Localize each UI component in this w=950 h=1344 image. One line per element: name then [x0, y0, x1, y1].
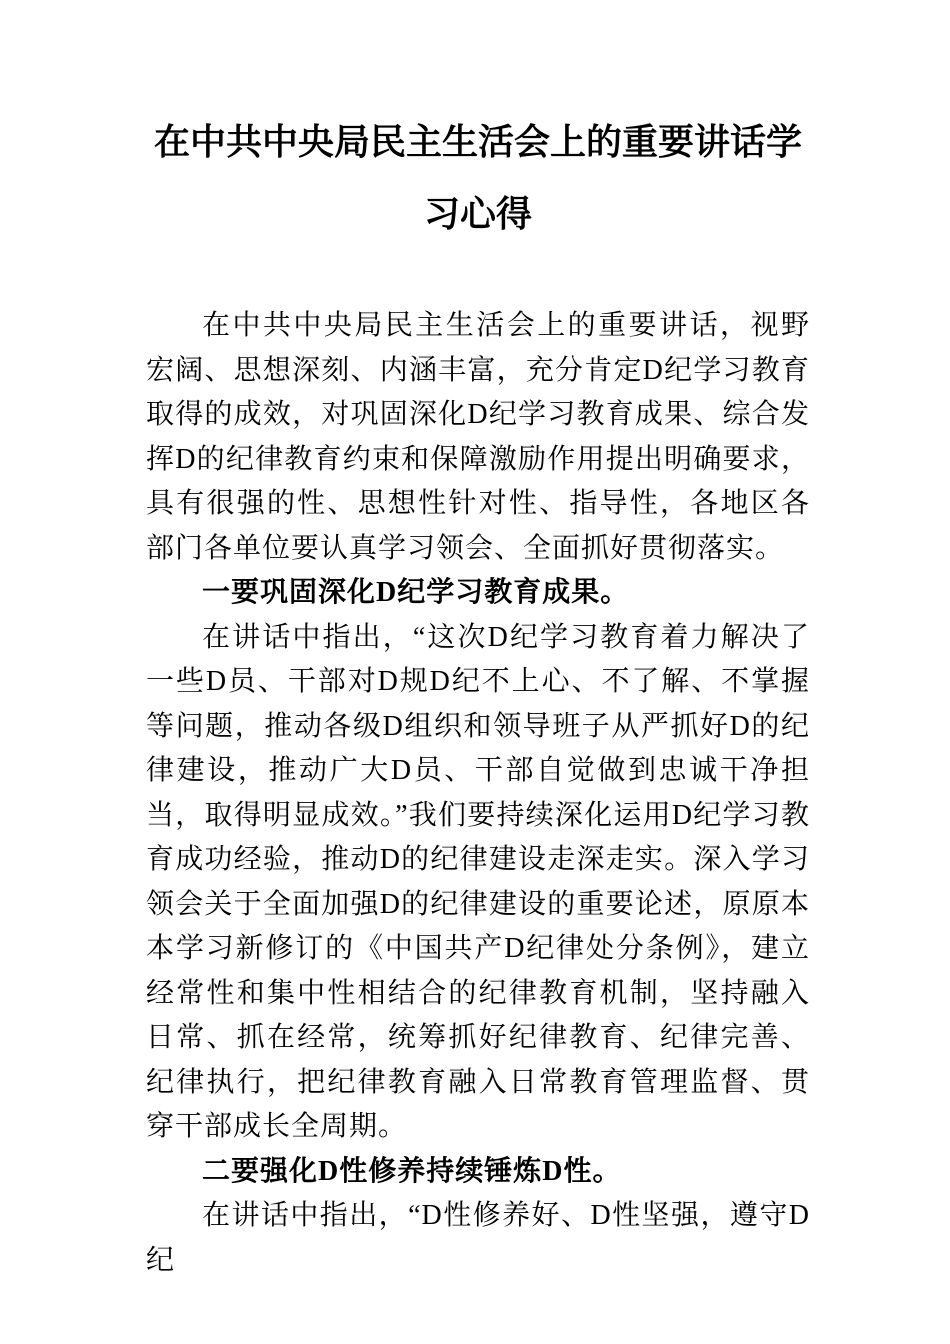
section-2-heading: 二要强化D性修养持续锤炼D性。: [202, 1155, 622, 1187]
paragraph-intro: 在中共中央局民主生活会上的重要讲话，视野宏阔、思想深刻、内涵丰富，充分肯定D纪学习教育取得的成效，对巩固深化D纪学习教育成果、综合发挥D的纪律教育约束和保障激励作用提出明确要求，具有很强的性、思想性针对性、指导性，各地区各部门各单位要认真学习领会、全面抓好贯彻落实。: [146, 310, 810, 564]
document-title: 在中共中央局民主生活会上的重要讲话学习心得: [153, 122, 802, 234]
paragraph-section-1: 在讲话中指出，“这次D纪学习教育着力解决了一些D员、干部对D规D纪不上心、不了解、不掌握等问题，推动各级D组织和领导班子从严抓好D的纪律建设，推动广大D员、干部自觉做到忠诚干净担当，取得明显成效。”我们要持续深化运用D纪学习教育成功经验，推动D的纪律建设走深走实。深入学习领会关于全面加强D的纪律建设的重要论述，原原本本学习新修订的《中国共产D纪律处分条例》，建立经常性和集中性相结合的纪律教育机制，坚持融入日常、抓在经常，统筹抓好纪律教育、纪律完善、纪律执行，把纪律教育融入日常教育管理监督、贯穿干部成长全周期。: [146, 621, 810, 1142]
paragraph-section-2: 在讲话中指出，“D性修养好、D性坚强，遵守D纪: [146, 1200, 810, 1276]
section-1-heading: 一要巩固深化D纪学习教育成果。: [202, 577, 630, 608]
